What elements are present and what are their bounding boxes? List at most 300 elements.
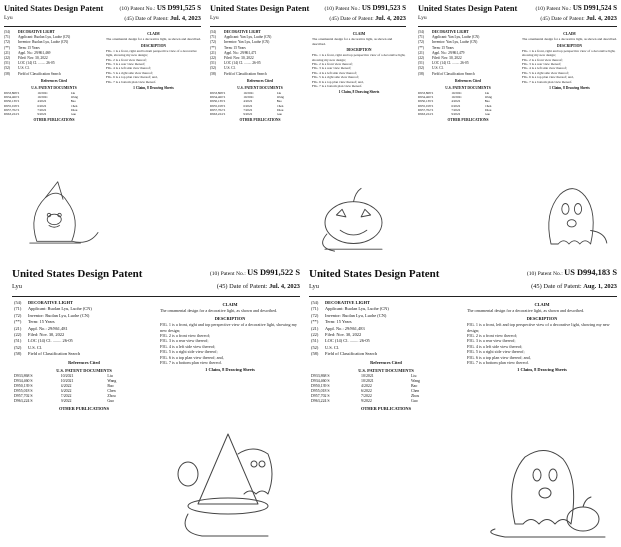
ghost-pumpkin-drawing	[465, 429, 615, 541]
reference-cell: D957,702 S	[311, 394, 330, 399]
field-code: (22)	[14, 332, 22, 338]
field-code: (58)	[210, 71, 216, 76]
field-text: Term: 15 Years	[432, 45, 454, 50]
reference-cell: 10/2021	[60, 374, 74, 379]
claim-heading: CLAIM	[563, 32, 576, 36]
patent-header	[4, 4, 201, 27]
inventor-surname: Lyu	[12, 283, 22, 290]
field-code: (52)	[4, 66, 10, 71]
description-line: FIG. 7 is a bottom plan view thereof.	[160, 360, 222, 366]
field-code: (51)	[311, 338, 319, 344]
field-text: Applicant: Ruolan Lyu, Luohe (CN)	[18, 35, 71, 40]
field-code: (54)	[311, 300, 319, 305]
description-line: FIG. 6 is a top plan view thereof; and,	[106, 75, 158, 80]
patent-kind-title: United States Design Patent	[309, 268, 440, 280]
patent-sheet-s5	[305, 264, 621, 547]
reference-cell: Bao	[484, 99, 490, 104]
reference-cell: Zhou	[107, 394, 116, 399]
reference-cell: 9/2022	[60, 399, 72, 403]
field-text: U.S. Cl.	[224, 66, 236, 71]
field-code: (22)	[311, 332, 319, 338]
us-patent-docs-heading: U.S. PATENT DOCUMENTS	[358, 368, 414, 374]
claim-heading: CLAIM	[222, 302, 238, 307]
patent-date: (45) Date of Patent: Jul. 4, 2023	[124, 15, 201, 22]
reference-cell: 6/2022	[37, 103, 47, 108]
field-text: Field of Classification Search	[28, 351, 81, 357]
reference-cell: 7/2022	[60, 394, 72, 399]
description-line: FIG. 2 is a front view thereof;	[312, 62, 353, 67]
claim-heading: CLAIM	[534, 302, 550, 307]
other-publications-heading: OTHER PUBLICATIONS	[58, 405, 110, 411]
claims-count: 1 Claim, 8 Drawing Sheets	[549, 86, 590, 91]
reference-cell: 6/2022	[243, 103, 253, 108]
description-line: FIG. 4 is a left side view thereof;	[160, 343, 216, 349]
description-line: FIG. 1 is a front, right and top perspective view of a decorative light, showing my new design;	[312, 53, 406, 62]
reference-cell: 7/2022	[243, 107, 253, 112]
references-table	[418, 91, 518, 116]
witch-hat-ghost-drawing	[158, 424, 298, 542]
description-line: FIG. 7 is a bottom plan view thereof.	[522, 79, 573, 84]
reference-cell: 4/2022	[451, 99, 461, 104]
field-text: Appl. No.: 29/861,481	[28, 325, 68, 331]
field-code: (22)	[210, 56, 216, 61]
patent-number: (10) Patent No.: US D991,522 S	[209, 268, 300, 277]
field-text: Filed: Nov. 30, 2022	[432, 56, 462, 61]
description-line: FIG. 3 is a rear view thereof;	[467, 338, 516, 344]
references-heading: References Cited	[68, 359, 100, 365]
reference-cell: 4/2022	[60, 384, 72, 389]
reference-cell: Wang	[107, 379, 117, 384]
reference-cell: D957,702 S	[418, 107, 434, 112]
field-code: (52)	[14, 344, 22, 350]
biblio-field	[418, 72, 518, 77]
description-line: FIG. 3 is a rear view thereof;	[312, 66, 352, 71]
other-publications-heading: OTHER PUBLICATIONS	[447, 117, 489, 122]
field-text: Filed: Nov. 30, 2022	[224, 56, 254, 61]
reference-cell: 9/2022	[243, 111, 253, 116]
field-text: Term: 15 Years	[18, 45, 40, 50]
field-text: Inventor: Ruolan Lyu, Luohe (CN)	[28, 312, 90, 318]
reference-cell: D934,460 S	[4, 95, 20, 100]
field-text: Applicant: Ruolan Lyu, Luohe (CN)	[28, 306, 92, 312]
field-code: (51)	[4, 61, 10, 66]
field-text: Inventor: Ruolan Lyu, Luohe (CN)	[18, 40, 69, 45]
field-text: Field of Classification Search	[18, 71, 61, 76]
reference-cell: Wang	[276, 95, 285, 100]
field-code: (71)	[14, 306, 22, 312]
reference-cell: 10/2021	[451, 95, 462, 100]
reference-cell: Zhou	[484, 107, 492, 112]
reference-cell: 10/2021	[37, 91, 48, 96]
reference-cell: Liu	[70, 91, 76, 96]
field-code: (21)	[311, 325, 319, 331]
reference-cell: D957,702 S	[4, 107, 20, 112]
reference-cell: Bao	[276, 99, 282, 104]
patent-kind-title: United States Design Patent	[12, 268, 143, 280]
field-code: (71)	[210, 35, 216, 40]
field-code: (**)	[210, 45, 216, 50]
description-line: FIG. 4 is a left side view thereof;	[522, 66, 567, 71]
reference-cell: 7/2022	[451, 107, 461, 112]
field-text: Filed: Nov. 30, 2022	[28, 332, 65, 338]
field-text: Appl. No.: 29/861,479	[432, 50, 465, 55]
patent-number: (10) Patent No.: US D991,523 S	[324, 4, 406, 12]
references-heading: References Cited	[247, 78, 273, 83]
field-text: Term: 15 Years	[224, 45, 246, 50]
reference-cell: 10/2021	[60, 379, 74, 384]
reference-cell: Liu	[411, 374, 417, 379]
reference-cell: D963,224 S	[418, 111, 434, 116]
reference-cell: D955,018 S	[4, 103, 20, 108]
reference-row	[418, 112, 518, 116]
field-text: LOC (14) Cl. ........ 26-05	[325, 338, 370, 344]
description-line: FIG. 6 is a top plan view thereof; and,	[312, 79, 364, 84]
references-table	[14, 374, 154, 403]
reference-cell: Chen	[70, 103, 78, 108]
bibliographic-column	[311, 300, 461, 412]
reference-cell: 10/2021	[37, 95, 48, 100]
description-heading: DESCRIPTION	[526, 315, 558, 321]
reference-cell: Bao	[70, 99, 76, 104]
field-text: LOC (14) Cl. ........ 26-05	[18, 61, 55, 66]
field-code: (72)	[210, 40, 216, 45]
references-table	[210, 91, 310, 116]
description-line: FIG. 3 is a rear view thereof;	[106, 62, 146, 67]
reference-row	[311, 399, 461, 404]
reference-cell: Chen	[107, 389, 116, 394]
description-line: FIG. 5 is a right side view thereof;	[312, 75, 359, 80]
field-text: Inventor: Ruolan Lyu, Luohe (CN)	[325, 312, 387, 318]
reference-cell: Wang	[70, 95, 79, 100]
field-code: (58)	[311, 351, 319, 357]
claim-text: The ornamental design for a decorative light, as shown and described.	[160, 308, 278, 314]
field-text: DECORATIVE LIGHT	[325, 300, 370, 305]
field-text: U.S. Cl.	[325, 344, 340, 350]
reference-row	[14, 399, 154, 404]
reference-cell: Liu	[484, 91, 490, 96]
biblio-field	[311, 351, 461, 357]
reference-cell: D955,018 S	[418, 103, 434, 108]
reference-cell: 6/2022	[451, 103, 461, 108]
reference-cell: Bao	[107, 384, 114, 389]
claim-text: The ornamental design for a decorative light, as shown and described.	[522, 37, 617, 42]
reference-cell: D950,139 S	[14, 384, 33, 389]
reference-cell: 10/2021	[361, 379, 374, 384]
reference-cell: 4/2022	[361, 384, 372, 389]
reference-cell: Liu	[276, 91, 282, 96]
reference-cell: Chen	[411, 389, 420, 394]
patent-number: (10) Patent No.: US D994,183 S	[526, 268, 617, 277]
field-code: (**)	[311, 319, 319, 325]
field-text: Appl. No.: 29/861,483	[325, 325, 365, 331]
reference-cell: 10/2021	[243, 95, 254, 100]
description-heading: DESCRIPTION	[557, 43, 582, 48]
reference-cell: D934,460 S	[418, 95, 434, 100]
text-column	[106, 30, 201, 91]
reference-cell: D963,224 S	[210, 111, 226, 116]
references-table	[4, 91, 104, 116]
reference-cell: Zhou	[276, 107, 284, 112]
reference-cell: D934,460 S	[14, 379, 33, 384]
us-patent-docs-heading: U.S. PATENT DOCUMENTS	[445, 86, 491, 91]
reference-cell: Guo	[484, 111, 491, 116]
reference-cell: D950,139 S	[418, 99, 434, 104]
field-code: (**)	[14, 319, 22, 325]
reference-cell: D933,868 S	[14, 374, 33, 379]
field-code: (58)	[14, 351, 22, 357]
description-heading: DESCRIPTION	[214, 315, 246, 321]
reference-cell: D933,868 S	[4, 91, 20, 96]
reference-cell: 7/2022	[361, 394, 372, 399]
field-code: (71)	[311, 306, 319, 312]
field-code: (52)	[418, 66, 424, 71]
references-heading: References Cited	[455, 78, 481, 83]
claims-count: 1 Claim, 8 Drawing Sheets	[205, 367, 255, 373]
field-code: (72)	[4, 40, 10, 45]
field-code: (21)	[210, 50, 216, 55]
reference-cell: D934,460 S	[210, 95, 226, 100]
reference-cell: 7/2022	[37, 107, 47, 112]
reference-cell: D963,224 S	[4, 111, 20, 116]
patent-sheet-s2	[206, 0, 410, 262]
field-code: (**)	[418, 45, 424, 50]
reference-cell: D950,139 S	[311, 384, 330, 389]
reference-cell: D957,702 S	[210, 107, 226, 112]
description-line: FIG. 2 is a front view thereof;	[467, 333, 518, 339]
reference-cell: Zhou	[70, 107, 78, 112]
field-code: (54)	[4, 30, 10, 34]
reference-cell: D950,139 S	[210, 99, 226, 104]
description-line: FIG. 4 is a left side view thereof;	[106, 66, 151, 71]
field-code: (21)	[14, 325, 22, 331]
patent-kind-title: United States Design Patent	[4, 4, 104, 13]
reference-cell: Liu	[107, 374, 113, 379]
description-line: FIG. 6 is a top plan view thereof; and,	[467, 354, 531, 360]
description-line: FIG. 2 is a front view thereof;	[160, 333, 211, 339]
description-heading: DESCRIPTION	[141, 43, 166, 48]
us-patent-docs-heading: U.S. PATENT DOCUMENTS	[237, 86, 283, 91]
reference-cell: D934,460 S	[311, 379, 330, 384]
field-text: U.S. Cl.	[28, 344, 43, 350]
field-text: Applicant: Yan Lyu, Luohe (CN)	[224, 35, 272, 40]
description-line: FIG. 3 is a rear view thereof;	[160, 338, 209, 344]
claims-count: 1 Claim, 8 Drawing Sheets	[517, 367, 567, 373]
description-line: FIG. 1 is a front, right and top perspective view of a decorative light, showing my new design;	[522, 48, 616, 58]
references-heading: References Cited	[41, 78, 67, 83]
reference-cell: D963,224 S	[14, 399, 33, 403]
biblio-field	[14, 351, 154, 357]
description-line: FIG. 5 is a right side view thereof;	[106, 70, 153, 75]
reference-cell: 4/2022	[37, 99, 47, 104]
biblio-field	[210, 72, 310, 77]
reference-cell: 10/2021	[243, 91, 254, 96]
field-code: (21)	[418, 50, 424, 55]
patent-kind-title: United States Design Patent	[418, 4, 518, 13]
reference-cell: D933,868 S	[311, 374, 330, 379]
bibliographic-column	[210, 30, 310, 123]
reference-cell: D955,018 S	[210, 103, 226, 108]
reference-cell: 6/2022	[60, 389, 72, 394]
reference-cell: 9/2022	[451, 111, 461, 116]
field-code: (71)	[418, 35, 424, 40]
description-line: FIG. 6 is a top plan view thereof; and,	[522, 75, 574, 80]
field-code: (54)	[14, 300, 22, 305]
field-code: (54)	[210, 30, 216, 34]
description-heading: DESCRIPTION	[346, 48, 372, 53]
biblio-field	[4, 72, 104, 77]
field-code: (72)	[418, 40, 424, 45]
description-line: FIG. 7 is a bottom plan view thereof.	[467, 360, 529, 366]
pumpkin-light-drawing	[306, 175, 401, 255]
field-code: (21)	[4, 50, 10, 55]
patent-date: (45) Date of Patent: Jul. 4, 2023	[216, 283, 300, 290]
field-code: (52)	[311, 344, 319, 350]
description-line: FIG. 5 is a right side view thereof;	[160, 349, 218, 355]
reference-cell: Bao	[411, 384, 418, 389]
field-text: Field of Classification Search	[325, 351, 378, 357]
reference-cell: D963,224 S	[311, 399, 330, 403]
reference-cell: D955,018 S	[14, 389, 33, 394]
field-code: (51)	[14, 338, 22, 344]
reference-cell: 10/2021	[451, 91, 462, 96]
description-line: FIG. 5 is a right side view thereof;	[522, 70, 569, 75]
reference-cell: 9/2022	[361, 399, 372, 403]
field-text: Filed: Nov. 30, 2022	[325, 332, 362, 338]
reference-cell: Wang	[484, 95, 493, 100]
reference-cell: D933,868 S	[418, 91, 434, 96]
inventor-surname: Lyu	[418, 15, 427, 21]
field-code: (22)	[4, 56, 10, 61]
text-column	[467, 300, 617, 374]
claim-text: The ornamental design for a decorative light, as shown and described.	[312, 37, 393, 46]
description-line: FIG. 1 is a front, right and bottom perspective view of a decorative light, showing my new design;	[106, 48, 197, 58]
description-line: FIG. 3 is a rear view thereof;	[522, 62, 562, 67]
field-text: DECORATIVE LIGHT	[28, 300, 73, 305]
us-patent-docs-heading: U.S. PATENT DOCUMENTS	[56, 368, 112, 374]
field-text: LOC (14) Cl. ........ 26-05	[224, 61, 261, 66]
reference-cell: D933,868 S	[210, 91, 226, 96]
inventor-surname: Lyu	[309, 283, 319, 290]
us-patent-docs-heading: U.S. PATENT DOCUMENTS	[31, 86, 77, 91]
field-code: (51)	[418, 61, 424, 66]
field-code: (72)	[311, 312, 319, 318]
reference-row	[4, 112, 104, 116]
field-text: U.S. Cl.	[18, 66, 30, 71]
reference-cell: Guo	[107, 399, 115, 403]
text-column	[160, 300, 300, 374]
field-text: DECORATIVE LIGHT	[224, 30, 261, 34]
claim-heading: CLAIM	[352, 32, 366, 36]
patent-date: (45) Date of Patent: Jul. 4, 2023	[329, 15, 406, 22]
patent-header	[309, 268, 617, 297]
field-text: Inventor: Yan Lyu, Luohe (CN)	[432, 40, 478, 45]
field-text: Field of Classification Search	[432, 71, 475, 76]
reference-cell: Guo	[411, 399, 418, 403]
field-code: (54)	[418, 30, 424, 34]
field-code: (58)	[418, 71, 424, 76]
reference-cell: D950,139 S	[4, 99, 20, 104]
claims-count: 1 Claim, 8 Drawing Sheets	[133, 86, 174, 91]
bibliographic-column	[4, 30, 104, 123]
reference-row	[210, 112, 310, 116]
patent-number: (10) Patent No.: US D991,524 S	[535, 4, 617, 12]
description-line: FIG. 4 is a left side view thereof;	[312, 70, 357, 75]
other-publications-heading: OTHER PUBLICATIONS	[360, 405, 412, 411]
description-line: FIG. 2 is a front view thereof;	[522, 57, 563, 62]
reference-cell: 6/2022	[361, 389, 372, 394]
field-text: Applicant: Yan Lyu, Luohe (CN)	[432, 35, 480, 40]
field-text: Field of Classification Search	[224, 71, 267, 76]
field-text: LOC (14) Cl. ........ 26-05	[28, 338, 73, 344]
text-column	[312, 30, 406, 96]
patent-header	[12, 268, 300, 297]
references-heading: References Cited	[370, 359, 402, 365]
patent-number: (10) Patent No.: US D991,525 S	[119, 4, 201, 12]
field-code: (72)	[14, 312, 22, 318]
patent-header	[210, 4, 406, 27]
patent-kind-title: United States Design Patent	[210, 4, 310, 13]
description-line: FIG. 1 is a front, left and top perspective view of a decorative light, showing my new design;	[467, 322, 610, 333]
description-line: FIG. 5 is a right side view thereof;	[467, 349, 525, 355]
references-table	[311, 374, 461, 403]
claim-text: The ornamental design for a decorative light, as shown and described.	[467, 308, 585, 314]
inventor-surname: Lyu	[210, 15, 219, 21]
reference-cell: Chen	[484, 103, 492, 108]
reference-cell: Guo	[70, 111, 77, 116]
ghost-light-drawing	[524, 170, 614, 255]
patent-date: (45) Date of Patent: Jul. 4, 2023	[540, 15, 617, 22]
field-text: Applicant: Ruolan Lyu, Luohe (CN)	[325, 306, 389, 312]
reference-cell: 10/2021	[361, 374, 374, 379]
reference-cell: D955,018 S	[311, 389, 330, 394]
text-column	[522, 30, 617, 91]
description-line: FIG. 6 is a top plan view thereof; and,	[160, 354, 224, 360]
patent-sheet-s3	[414, 0, 621, 262]
witch-hat-light-drawing	[18, 180, 108, 250]
field-text: Appl. No.: 29/861,469	[18, 50, 51, 55]
description-line: FIG. 2 is a front view thereof;	[106, 57, 147, 62]
inventor-surname: Lyu	[4, 15, 13, 21]
field-text: Term: 15 Years	[325, 319, 352, 325]
field-code: (52)	[210, 66, 216, 71]
description-line: FIG. 1 is a front, right and top perspective view of a decorative light, showing my new design;	[160, 322, 297, 333]
field-code: (51)	[210, 61, 216, 66]
other-publications-heading: OTHER PUBLICATIONS	[239, 117, 281, 122]
field-code: (71)	[4, 35, 10, 40]
reference-cell: D957,702 S	[14, 394, 33, 399]
claim-heading: CLAIM	[147, 32, 160, 36]
patent-sheet-s1	[0, 0, 205, 262]
reference-cell: 9/2022	[37, 111, 47, 116]
description-line: FIG. 4 is a left side view thereof;	[467, 343, 523, 349]
field-text: U.S. Cl.	[432, 66, 444, 71]
field-text: DECORATIVE LIGHT	[432, 30, 469, 34]
field-text: LOC (14) Cl. ........ 26-05	[432, 61, 469, 66]
field-text: Filed: Nov. 30, 2022	[18, 56, 48, 61]
patent-date: (45) Date of Patent: Aug. 1, 2023	[531, 283, 617, 290]
field-text: Appl. No.: 29/861,471	[224, 50, 257, 55]
description-line: FIG. 7 is a bottom plan view thereof.	[312, 84, 363, 89]
field-text: Term: 15 Years	[28, 319, 55, 325]
field-code: (58)	[4, 71, 10, 76]
reference-cell: Chen	[276, 103, 284, 108]
patent-header	[418, 4, 617, 27]
field-text: Inventor: Yan Lyu, Luohe (CN)	[224, 40, 270, 45]
field-code: (22)	[418, 56, 424, 61]
bibliographic-column	[418, 30, 518, 123]
reference-cell: Wang	[411, 379, 420, 384]
reference-cell: Zhou	[411, 394, 420, 399]
